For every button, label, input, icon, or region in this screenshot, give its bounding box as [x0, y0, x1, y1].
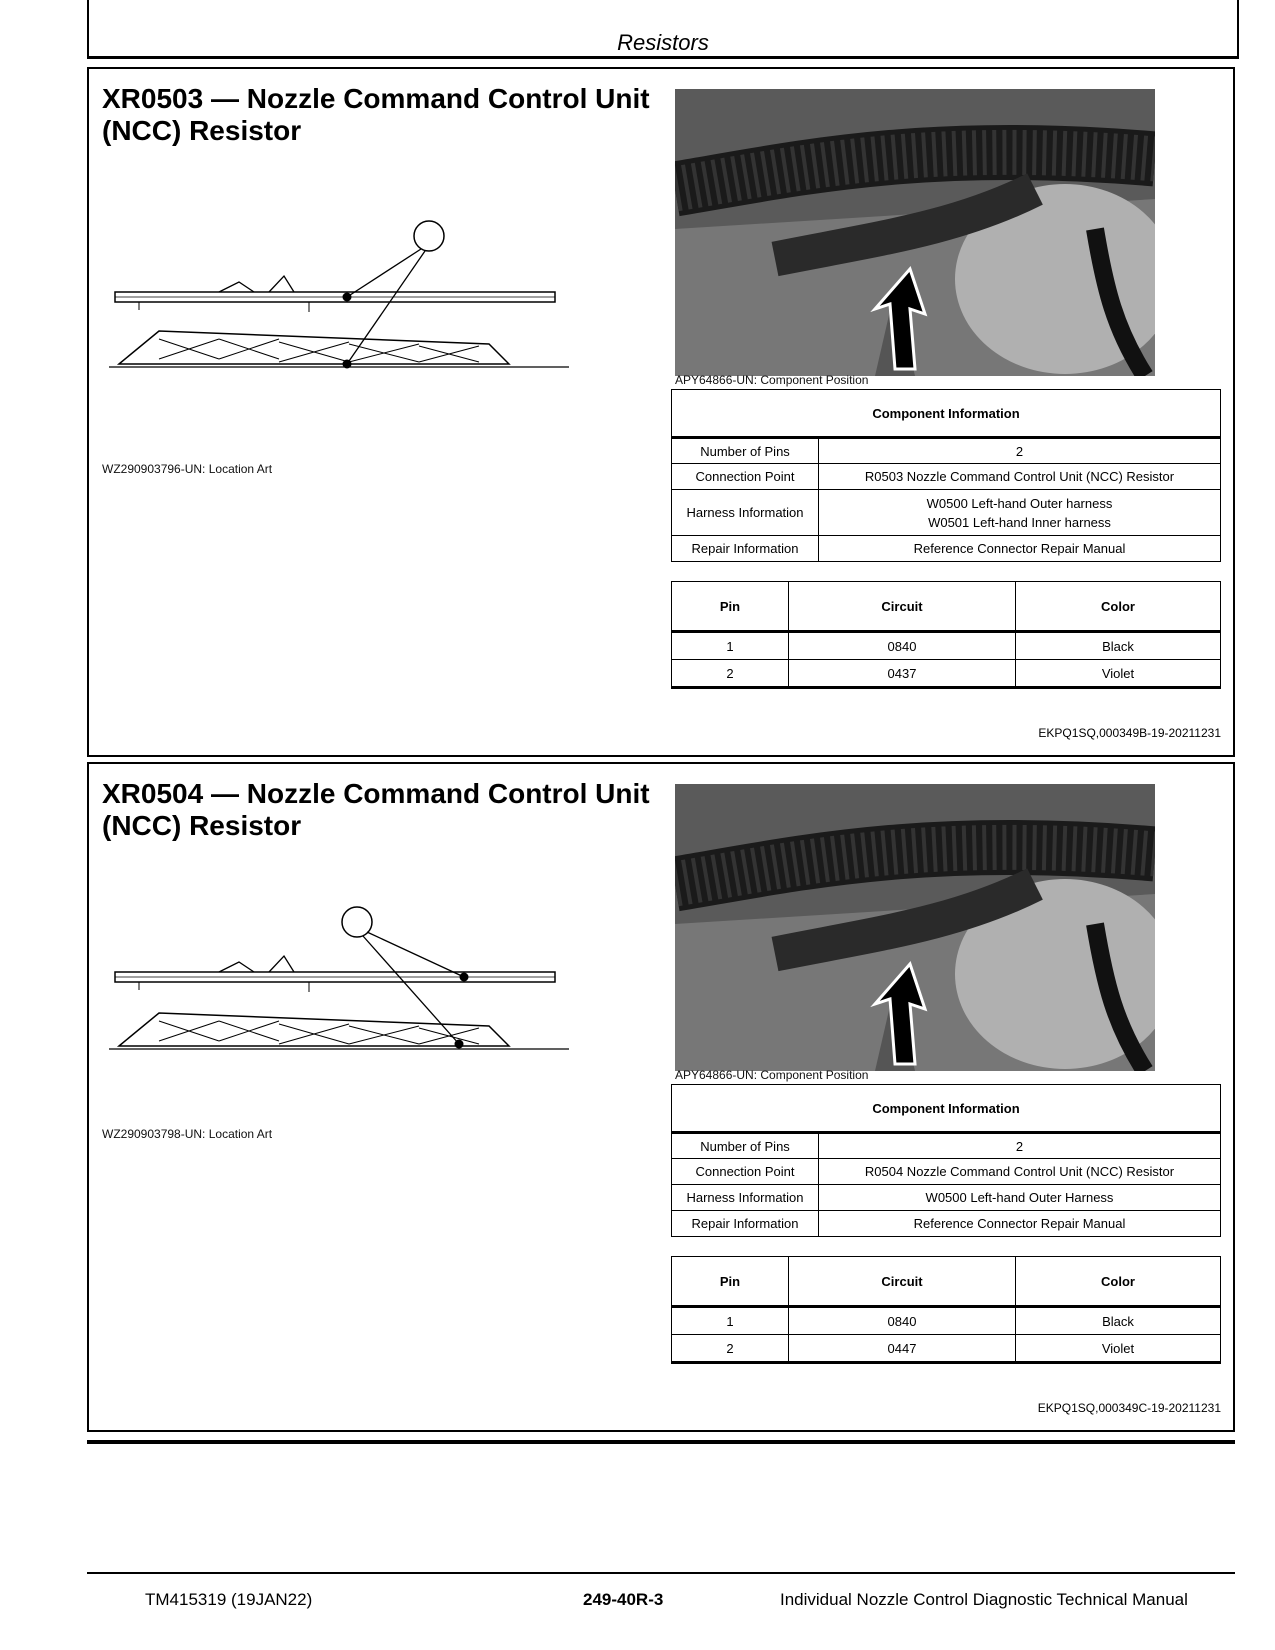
- section-divider: [87, 1440, 1235, 1444]
- footer-doc-id: TM415319 (19JAN22): [145, 1590, 313, 1609]
- info-value: R0504 Nozzle Command Control Unit (NCC) Resistor: [819, 1159, 1221, 1185]
- component-info-heading: Component Information: [672, 390, 1221, 438]
- info-value: W0500 Left-hand Outer Harness: [819, 1185, 1221, 1211]
- info-value: R0503 Nozzle Command Control Unit (NCC) Resistor: [819, 464, 1221, 490]
- circuit-cell: 0840: [789, 632, 1016, 660]
- footer-manual-title: Individual Nozzle Control Diagnostic Technical Manual: [780, 1590, 1188, 1609]
- component-info-table: [671, 1084, 1221, 1237]
- info-label: Harness Information: [672, 1185, 819, 1211]
- info-value: Reference Connector Repair Manual: [819, 536, 1221, 562]
- table-row: [672, 660, 1221, 688]
- reference-code: EKPQ1SQ,000349C-19-20211231: [1037, 1401, 1221, 1415]
- pin-cell: 1: [672, 632, 789, 660]
- info-label: Number of Pins: [672, 438, 819, 464]
- component-position-photo: [675, 89, 1155, 376]
- harness-line-1: W0500 Left-hand Outer harness: [926, 495, 1113, 511]
- info-value: [819, 490, 1221, 536]
- table-row: [672, 1335, 1221, 1363]
- circuit-cell: 0447: [789, 1335, 1016, 1363]
- color-cell: Black: [1016, 632, 1221, 660]
- location-art-diagram: [109, 214, 579, 374]
- pin-header: Pin: [672, 582, 789, 632]
- table-row: [672, 632, 1221, 660]
- footer-rule: [87, 1572, 1235, 1574]
- location-art-diagram: [109, 904, 579, 1064]
- pin-cell: 1: [672, 1307, 789, 1335]
- location-art-caption: WZ290903798-UN: Location Art: [102, 1127, 273, 1141]
- component-info-heading: Component Information: [672, 1085, 1221, 1133]
- pin-table: [671, 1256, 1221, 1364]
- color-header: Color: [1016, 582, 1221, 632]
- info-label: Connection Point: [672, 1159, 819, 1185]
- color-cell: Violet: [1016, 1335, 1221, 1363]
- component-position-photo: [675, 784, 1155, 1071]
- color-cell: Violet: [1016, 660, 1221, 688]
- info-label: Number of Pins: [672, 1133, 819, 1159]
- circuit-cell: 0437: [789, 660, 1016, 688]
- pin-table: [671, 581, 1221, 689]
- section-title: XR0503 — Nozzle Command Control Unit (NCC) Resistor: [102, 83, 650, 146]
- color-header: Color: [1016, 1257, 1221, 1307]
- pin-cell: 2: [672, 1335, 789, 1363]
- info-value: 2: [819, 1133, 1221, 1159]
- info-label: Harness Information: [672, 490, 819, 536]
- circuit-header: Circuit: [789, 582, 1016, 632]
- circuit-header: Circuit: [789, 1257, 1016, 1307]
- reference-code: EKPQ1SQ,000349B-19-20211231: [1038, 726, 1221, 740]
- section-xr0503: [87, 67, 1235, 757]
- page-title: Resistors: [617, 30, 709, 55]
- photo-caption: APY64866-UN: Component Position: [675, 373, 869, 387]
- page-header: [87, 0, 1239, 59]
- color-cell: Black: [1016, 1307, 1221, 1335]
- info-value: Reference Connector Repair Manual: [819, 1211, 1221, 1237]
- footer-page-number: 249-40R-3: [583, 1590, 664, 1609]
- info-label: Repair Information: [672, 1211, 819, 1237]
- photo-caption: APY64866-UN: Component Position: [675, 1068, 869, 1082]
- pin-header: Pin: [672, 1257, 789, 1307]
- section-title: XR0504 — Nozzle Command Control Unit (NCC) Resistor: [102, 778, 650, 841]
- section-xr0504: [87, 762, 1235, 1432]
- circuit-cell: 0840: [789, 1307, 1016, 1335]
- harness-line-2: W0501 Left-hand Inner harness: [928, 514, 1111, 530]
- info-label: Connection Point: [672, 464, 819, 490]
- location-art-caption: WZ290903796-UN: Location Art: [102, 462, 273, 476]
- pin-cell: 2: [672, 660, 789, 688]
- info-value: 2: [819, 438, 1221, 464]
- component-info-table: [671, 389, 1221, 562]
- table-row: [672, 1307, 1221, 1335]
- info-label: Repair Information: [672, 536, 819, 562]
